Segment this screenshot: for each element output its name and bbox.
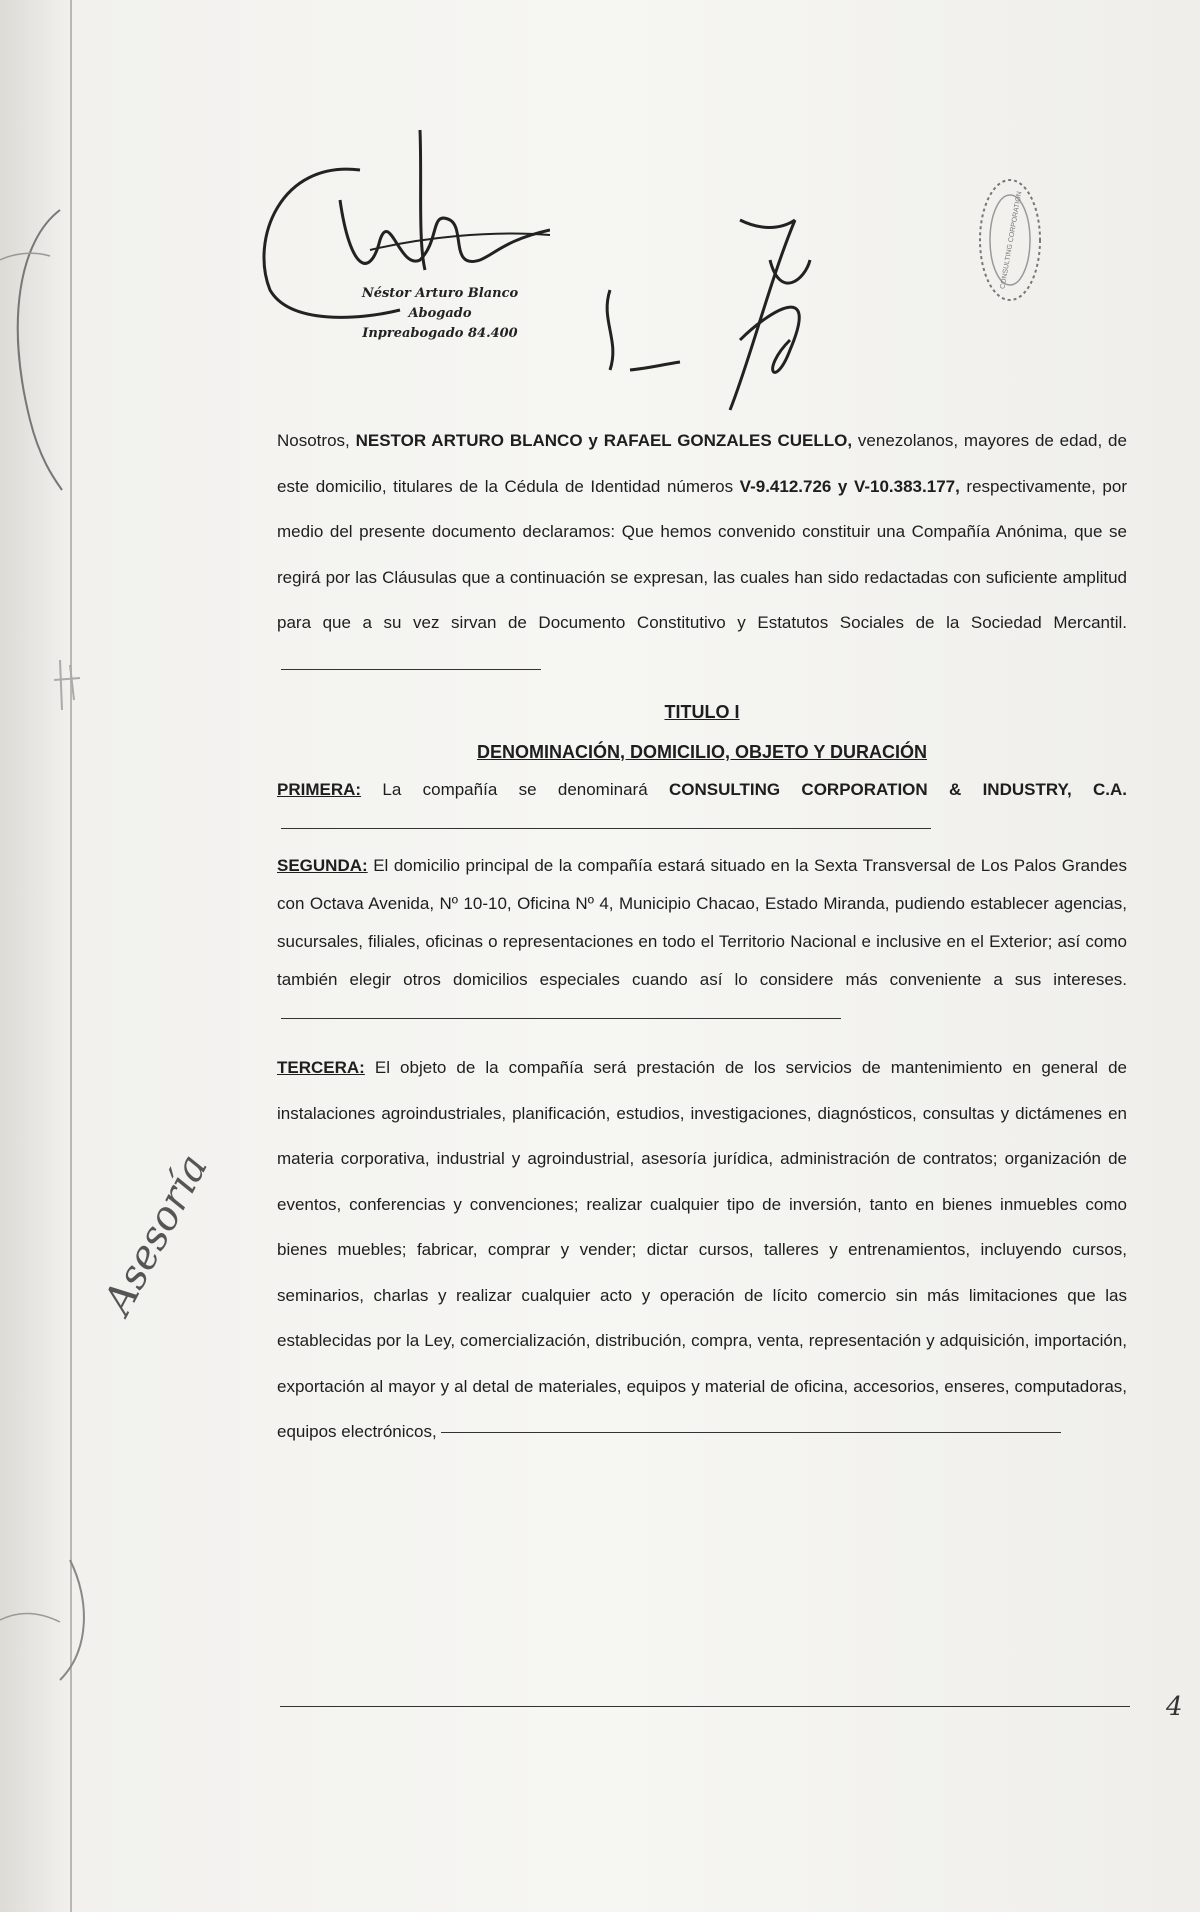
section-subtitle: DENOMINACIÓN, DOMICILIO, OBJETO Y DURACIÓN — [476, 742, 928, 762]
fill-line — [441, 1432, 1061, 1433]
closing-rule — [280, 1706, 1130, 1707]
signature-area — [250, 120, 900, 420]
partner-signatures — [590, 200, 870, 420]
fill-line — [281, 669, 541, 670]
clause-tercera-text: El objeto de la compañía será prestación de los servicios de mantenimiento en general de instalaciones agroindustriales, planificación, estudios, investigaciones, diagnósticos, consultas y dictámenes en materia corporativa, industrial y agroindustrial, asesoría jurídica, administración de contratos; organización de eventos, conferencias y convenciones; realizar cualquier tipo de inversión, tanto en bienes inmuebles como bienes muebles; fabricar, comprar y vender; dictar cursos, talleres y entrenamientos, incluyendo cursos, seminarios, charlas y realizar cualquier acto y operación de lícito comercio sin más limitaciones que las establecidas por la Ley, comercialización, distribución, compra, venta, representación y adquisición, importación, exportación al mayor y al detal de materiales, equipos y material de oficina, accesorios, enseres, computadoras, equipos electrónicos, — [277, 1058, 1127, 1441]
margin-handwritten-note: Asesoría — [95, 1146, 218, 1322]
opening-paragraph — [277, 418, 1127, 691]
opening-pre: Nosotros, — [277, 431, 350, 450]
clause-primera-label: PRIMERA: — [277, 780, 362, 799]
clause-segunda-text: El domicilio principal de la compañía estará situado en la Sexta Transversal de Los Palos Grandes con Octava Avenida, Nº 10-10, Oficina Nº 4, Municipio Chacao, Estado Miranda, pudiendo establecer agencias, sucursales, filiales, oficinas o representaciones en todo el Territorio Nacional e inclusive en el Exterior; así como también elegir otros domicilios especiales cuando así lo considere más conveniente a sus intereses. — [277, 856, 1127, 989]
lawyer-stamp-text — [340, 284, 540, 344]
margin-clip-mark — [0, 1550, 90, 1690]
company-seal-icon — [975, 175, 1045, 305]
fill-line — [281, 1018, 841, 1019]
lawyer-signature-block — [250, 120, 550, 370]
partner-name-1: NESTOR ARTURO BLANCO — [355, 431, 583, 450]
lawyer-name: Néstor Arturo Blanco — [361, 286, 519, 301]
page-number-mark: 4 — [1166, 1692, 1183, 1722]
clause-primera-text: La compañía se denominará — [382, 780, 648, 799]
lawyer-title: Abogado — [408, 306, 472, 321]
fill-line — [281, 828, 931, 829]
section-title: TITULO I — [664, 702, 740, 722]
clause-tercera-label: TERCERA: — [277, 1058, 365, 1077]
clause-segunda — [277, 847, 1127, 1037]
opening-connector: y — [588, 431, 598, 450]
margin-smudge — [40, 650, 100, 730]
company-name: CONSULTING CORPORATION & INDUSTRY, C.A. — [668, 780, 1127, 799]
opening-text-1: venezolanos, mayores de edad, de este domicilio, titulares de la Cédula de Identidad números — [277, 431, 1127, 496]
margin-scan-mark — [0, 200, 80, 500]
opening-text-2: respectivamente, por medio del presente documento declaramos: Que hemos convenido constituir una Compañía Anónima, que se regirá por las Cláusulas que a continuación se expresan, las cuales han sido redactadas con suficiente amplitud para que a su vez sirvan de Documento Constitutivo y Estatutos Sociales de la Sociedad Mercantil. — [277, 476, 1127, 632]
clause-tercera — [277, 1045, 1127, 1455]
partner-name-2: RAFAEL GONZALES CUELLO, — [603, 431, 853, 450]
seal-text: CONSULTING CORPORATION — [999, 190, 1024, 290]
clause-primera — [277, 771, 1127, 847]
lawyer-inpre: Inpreabogado 84.400 — [362, 326, 518, 341]
id-numbers: V-9.412.726 y V-10.383.177, — [739, 476, 960, 496]
document-body — [277, 418, 1127, 1455]
clause-segunda-label: SEGUNDA: — [277, 856, 368, 875]
